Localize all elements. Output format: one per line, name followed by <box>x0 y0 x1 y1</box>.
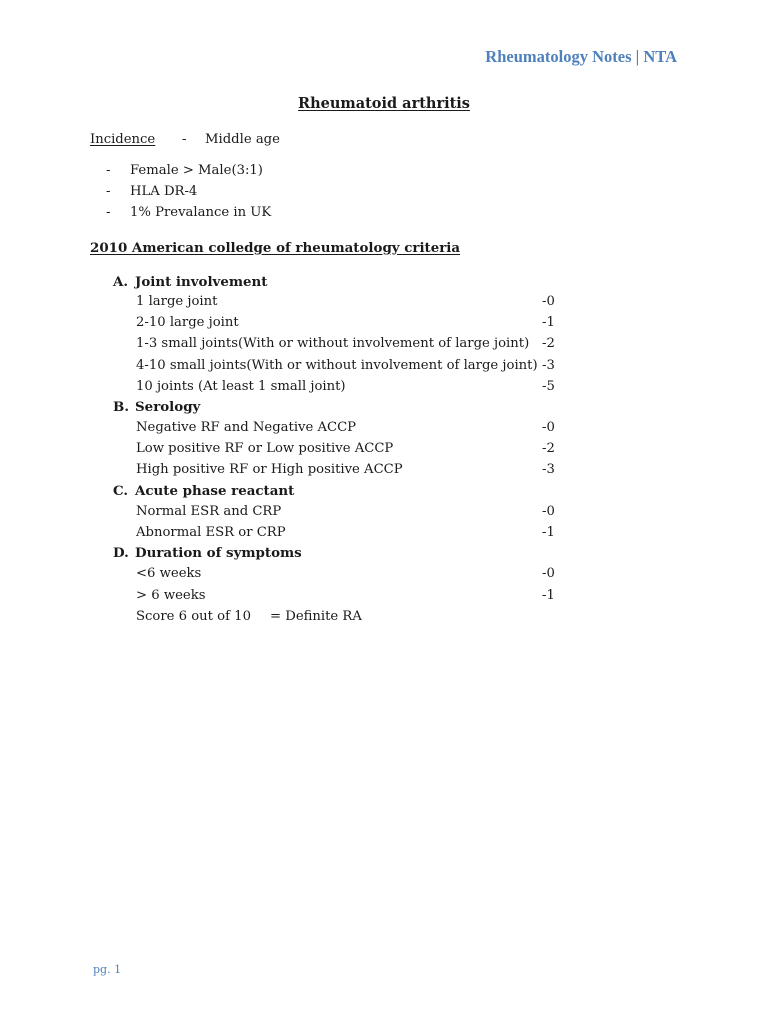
criteria-heading: 2010 American colledge of rheumatology criteria <box>90 240 461 256</box>
criteria-score: -0 <box>542 504 555 519</box>
section-letter: D. <box>113 545 129 561</box>
criteria-text: 1-3 small joints(With or without involvement of large joint) <box>136 336 530 351</box>
section-label: Duration of symptoms <box>135 545 302 561</box>
criteria-row <box>136 462 566 483</box>
criteria-text: <6 weeks <box>136 566 202 581</box>
bullet-dash: - <box>106 184 111 199</box>
page-number: pg. 1 <box>93 963 122 976</box>
criteria-text: Abnormal ESR or CRP <box>136 525 286 540</box>
criteria-text: 10 joints (At least 1 small joint) <box>136 379 346 394</box>
score-summary-text: Score 6 out of 10 <box>136 609 251 624</box>
score-summary-result: = Definite RA <box>270 609 362 624</box>
criteria-row <box>136 358 566 379</box>
criteria-score: -1 <box>542 315 555 330</box>
criteria-score: -3 <box>542 462 555 477</box>
criteria-score: -2 <box>542 336 555 351</box>
running-header: Rheumatology Notes | NTA <box>485 47 677 66</box>
page-title: Rheumatoid arthritis <box>298 95 470 112</box>
list-item-text: Female > Male(3:1) <box>130 163 263 178</box>
section-label: Acute phase reactant <box>135 483 295 499</box>
criteria-score: -2 <box>542 441 555 456</box>
incidence-label: Incidence <box>90 132 156 147</box>
incidence-row <box>90 130 155 150</box>
section-letter: A. <box>113 274 129 290</box>
criteria-row <box>136 336 566 357</box>
list-item-text: HLA DR-4 <box>130 184 198 199</box>
section-label: Serology <box>135 399 201 415</box>
criteria-score: -1 <box>542 525 555 540</box>
bullet-dash: - <box>106 205 111 220</box>
criteria-score: -5 <box>542 379 555 394</box>
section-label: Joint involvement <box>135 274 268 290</box>
criteria-row <box>136 379 566 400</box>
incidence-dash: - <box>182 132 187 147</box>
criteria-text: High positive RF or High positive ACCP <box>136 462 403 477</box>
criteria-score: -0 <box>542 566 555 581</box>
criteria-text: 4-10 small joints(With or without involvement of large joint) <box>136 358 538 373</box>
criteria-row <box>136 525 566 546</box>
criteria-row <box>136 504 566 525</box>
list-item-text: 1% Prevalance in UK <box>130 205 272 220</box>
criteria-score: -0 <box>542 420 555 435</box>
criteria-row <box>136 294 566 315</box>
criteria-text: Negative RF and Negative ACCP <box>136 420 357 435</box>
criteria-row <box>136 315 566 336</box>
criteria-row <box>136 566 566 587</box>
incidence-first: Middle age <box>205 132 280 147</box>
criteria-text: 2-10 large joint <box>136 315 239 330</box>
criteria-row <box>136 441 566 462</box>
bullet-dash: - <box>106 163 111 178</box>
criteria-text: Low positive RF or Low positive ACCP <box>136 441 394 456</box>
criteria-text: Normal ESR and CRP <box>136 504 282 519</box>
section-letter: C. <box>113 483 129 499</box>
criteria-text: 1 large joint <box>136 294 218 309</box>
criteria-text: > 6 weeks <box>136 588 206 603</box>
criteria-score: -0 <box>542 294 555 309</box>
section-letter: B. <box>113 399 129 415</box>
criteria-score: -1 <box>542 588 555 603</box>
criteria-row <box>136 420 566 441</box>
criteria-score: -3 <box>542 358 555 373</box>
criteria-row <box>136 588 566 609</box>
